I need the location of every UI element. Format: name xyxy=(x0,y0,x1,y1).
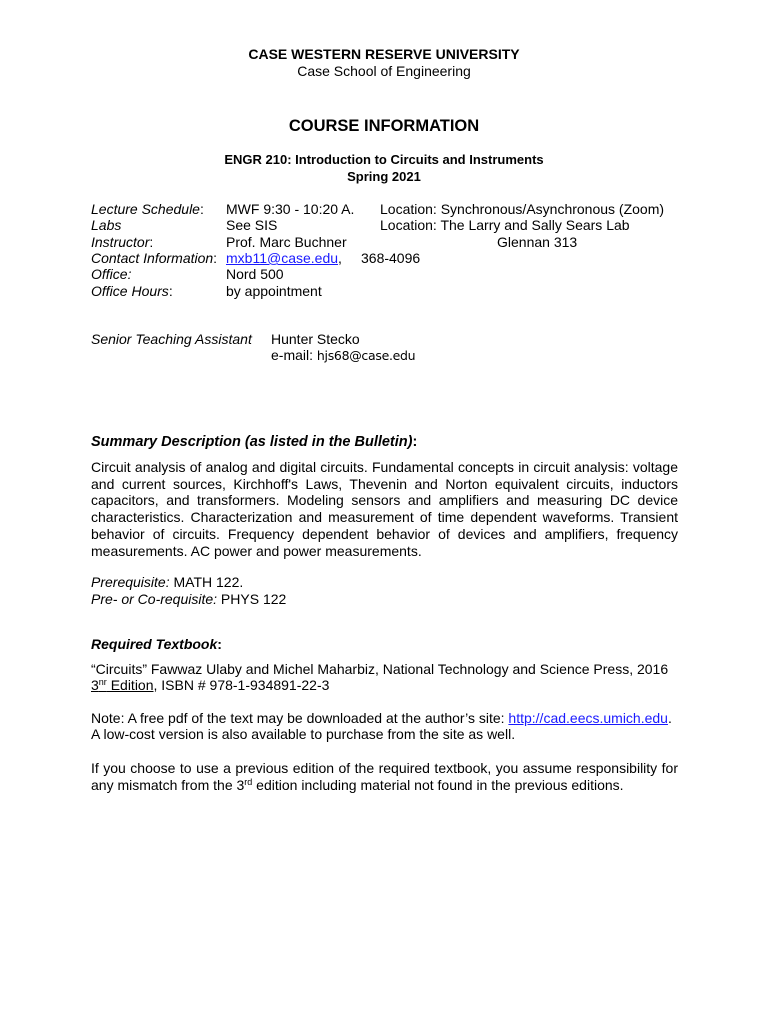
instructor-value: Prof. Marc Buchner xyxy=(226,234,347,250)
course-title: ENGR 210: Introduction to Circuits and Instruments xyxy=(224,152,544,167)
document-title: COURSE INFORMATION xyxy=(288,117,480,135)
contact-phone: 368-4096 xyxy=(361,250,421,266)
summary-heading: Summary Description (as listed in the Bulletin): xyxy=(91,434,418,450)
lab-room: Glennan 313 xyxy=(497,234,578,250)
labs-location: Location: The Larry and Sally Sears Lab xyxy=(380,217,630,233)
lecture-schedule-value: MWF 9:30 - 10:20 A. xyxy=(226,201,355,217)
summary-body: Circuit analysis of analog and digital circuits. Fundamental concepts in circuit analysis: voltage and current sources, Kirchhoff's Laws, Thevenin and Norton equivalent circuits, inductors capacitors, and transformers. Modeling sensors and amplifiers and measuring DC device characteristics. Characterization and measurement of time dependent waveforms. Transient behavior of circuits. Frequency dependent behavior of devices and amplifiers, frequency measurements. AC power and power measurements. xyxy=(91,459,678,559)
author-site-link[interactable]: http://cad.eecs.umich.edu xyxy=(508,710,668,726)
office-label: Office: xyxy=(91,266,132,282)
ta-label: Senior Teaching Assistant xyxy=(91,331,252,347)
ta-email: hjs68@case.edu xyxy=(316,348,416,363)
contact-value: mxb11@case.edu, xyxy=(226,250,342,266)
office-hours-label: Office Hours: xyxy=(91,283,173,299)
ta-name: Hunter Stecko xyxy=(271,331,360,347)
labs-label: Labs xyxy=(91,217,122,233)
course-term: Spring 2021 xyxy=(347,169,421,184)
instructor-label: Instructor: xyxy=(91,234,154,250)
lecture-schedule-label: Lecture Schedule: xyxy=(91,201,204,217)
university-name: CASE WESTERN RESERVE UNIVERSITY xyxy=(248,46,520,62)
ta-email-line: e-mail: hjs68@case.edu xyxy=(271,347,416,363)
labs-value: See SIS xyxy=(226,217,278,233)
textbook-note-line2: A low-cost version is also available to purchase from the site as well. xyxy=(91,726,516,742)
textbook-heading: Required Textbook: xyxy=(91,636,222,652)
textbook-note: Note: A free pdf of the text may be downloaded at the author’s site: http://cad.eecs.umich.edu. xyxy=(91,710,672,726)
instructor-email-link[interactable]: mxb11@case.edu xyxy=(226,250,339,266)
school-name: Case School of Engineering xyxy=(297,63,471,79)
textbook-citation: “Circuits” Fawwaz Ulaby and Michel Maharbiz, National Technology and Science Press, 2016 xyxy=(91,661,669,677)
office-value: Nord 500 xyxy=(226,266,284,282)
contact-label: Contact Information: xyxy=(91,250,218,266)
previous-edition-note: If you choose to use a previous edition of the required textbook, you assume responsibility for any mismatch from the 3rd edition including material not found in the previous editions. xyxy=(91,760,678,793)
lecture-location: Location: Synchronous/Asynchronous (Zoom) xyxy=(380,201,665,217)
office-hours-value: by appointment xyxy=(226,283,322,299)
corequisite: Pre- or Co-requisite: PHYS 122 xyxy=(91,591,287,607)
prerequisite: Prerequisite: MATH 122. xyxy=(91,574,244,590)
textbook-edition: $3^{nr}$ Edition, ISBN # 978-1-934891-22-3 xyxy=(91,677,330,693)
